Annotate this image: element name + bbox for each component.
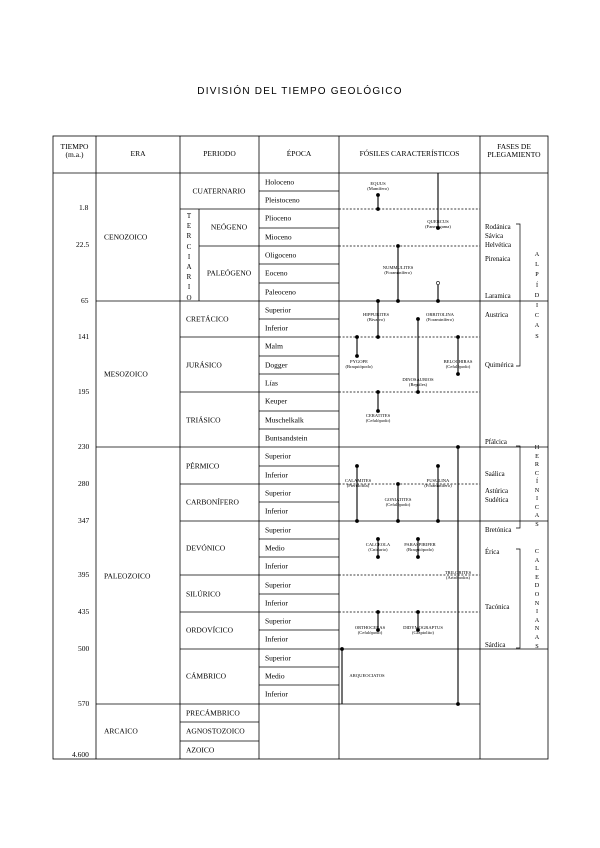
group-letter: N <box>534 486 540 494</box>
fossil-group: (Artrópodos) <box>445 575 470 581</box>
terciario-letter: E <box>186 222 192 231</box>
fossil-name: TRILOBITES <box>444 570 472 575</box>
fossil-name: PARASPIRIFER <box>404 542 436 547</box>
terciario-letter: A <box>186 263 192 272</box>
period-cretacico: CRETÁCICO <box>186 314 229 324</box>
group-letter: L <box>535 565 539 573</box>
group-letter: E <box>535 573 539 581</box>
fossil-group: (Cefalópodo) <box>365 418 391 424</box>
period-agnostozoico: AGNOSTOZOICO <box>186 726 245 736</box>
time-value: 280 <box>78 479 90 488</box>
fossil-name: ORBITOLINA <box>426 312 454 317</box>
header-era: ERA <box>130 149 146 158</box>
group-letter: C <box>534 469 540 477</box>
fossil-label <box>363 312 389 323</box>
fossil-group: (Bivalvo) <box>367 317 385 323</box>
phase-group-caledonianas <box>532 548 542 651</box>
group-letter: A <box>534 512 540 519</box>
fossil-label <box>425 219 451 230</box>
period-paleogeno: PALEÓGENO <box>206 268 252 278</box>
terciario-letter: O <box>186 293 192 302</box>
group-letter: O <box>534 590 540 598</box>
epoch: Holoceno <box>265 177 295 187</box>
group-letter: I <box>535 302 539 310</box>
epoch: Mioceno <box>265 232 292 242</box>
group-letter: S <box>535 642 539 650</box>
group-letter: H <box>534 444 540 451</box>
group-letter: A <box>534 616 540 624</box>
page-title: DIVISIÓN DEL TIEMPO GEOLÓGICO <box>197 86 403 97</box>
header-tiempo <box>53 143 96 159</box>
fossil-name: QUERCUS <box>427 219 449 224</box>
era-mesozoico: MESOZOICO <box>104 369 148 379</box>
period-azoico: AZOICO <box>186 745 215 755</box>
fossil-label <box>355 625 385 636</box>
epoch: Inferior <box>265 323 288 333</box>
terciario-letter: R <box>186 273 192 282</box>
era-arcaico: ARCAICO <box>104 726 138 736</box>
fossil-label <box>366 413 391 424</box>
fossil-group: (Cefalópodo) <box>357 630 383 636</box>
terciario-letter: R <box>186 232 192 241</box>
epoch: Superior <box>265 653 291 663</box>
phase-label: Saálica <box>485 471 505 478</box>
fossil-label <box>404 542 436 553</box>
epoch: Oligoceno <box>265 250 297 260</box>
group-letter: C <box>534 548 540 555</box>
header-fases <box>480 143 548 159</box>
epoch: Inferior <box>265 561 288 571</box>
epoch: Superior <box>265 451 291 461</box>
group-letter: N <box>534 625 540 633</box>
fossil-name: PYGOPE <box>350 359 368 364</box>
time-value: 65 <box>81 296 89 305</box>
epoch: Inferior <box>265 634 288 644</box>
fossil-group: (Braquiópodo) <box>406 547 434 553</box>
period-cuaternario: CUATERNARIO <box>192 186 246 196</box>
group-letter: Í <box>535 281 539 289</box>
epoch: Dogger <box>265 360 288 370</box>
header-periodo: PERIODO <box>203 149 236 158</box>
time-value: 395 <box>78 570 90 579</box>
group-letter: P <box>535 271 539 279</box>
epoch: Keuper <box>265 396 288 406</box>
group-letter: R <box>534 461 540 468</box>
group-letter: N <box>534 599 540 607</box>
fossil-group: (Foraminífero) <box>424 483 452 489</box>
epoch: Plioceno <box>265 213 292 223</box>
terciario-letter: C <box>186 242 192 251</box>
group-letter: D <box>534 291 540 299</box>
fossil-name: FUSULINA <box>426 478 450 483</box>
fossil-label <box>402 377 433 388</box>
phase-label: Rodánica <box>485 224 511 231</box>
period-terciario <box>184 211 194 303</box>
phase-label: Érica <box>485 549 500 556</box>
fossil-name: CALAMITES <box>344 478 372 483</box>
fossil-name: GONIATITES <box>384 497 412 502</box>
group-letter: L <box>535 261 539 269</box>
period-precambrico: PRECÁMBRICO <box>186 708 240 718</box>
phase-label: Tacónica <box>485 604 510 611</box>
group-letter: A <box>534 633 540 641</box>
fossil-label <box>426 312 454 323</box>
fossil-label <box>444 359 473 370</box>
period-ordovicico: ORDOVÍCICO <box>186 625 234 635</box>
fossil-name: CERATITES <box>365 413 391 418</box>
group-letter: S <box>535 520 539 528</box>
fossil-group: (Cefalópodo) <box>385 502 411 508</box>
phase-label: Sárdica <box>485 642 506 649</box>
fossil-label <box>366 542 391 553</box>
phase-label: Sudética <box>485 497 509 504</box>
group-letter: A <box>534 556 540 564</box>
group-letter: I <box>535 608 539 616</box>
fossil-group: (Cefalópodo) <box>445 364 471 370</box>
group-letter: D <box>534 582 540 590</box>
header-epoca: ÉPOCA <box>286 149 312 158</box>
fossil-group: (Pteridofita) <box>346 483 370 489</box>
group-letter: Í <box>535 478 539 485</box>
epoch: Superior <box>265 525 291 535</box>
phase-group-hercinicas <box>532 444 542 529</box>
period-devonico: DEVÓNICO <box>186 543 226 553</box>
fossil-name: BELOCHIRAS <box>443 359 473 364</box>
time-value: 230 <box>78 442 90 451</box>
phase-label: Helvética <box>485 242 512 249</box>
fossil-name: NUMMULITES <box>382 265 414 270</box>
epoch: Malm <box>265 341 283 351</box>
epoch: Muschelkalk <box>265 415 304 425</box>
epoch: Inferior <box>265 689 288 699</box>
epoch: Inferior <box>265 470 288 480</box>
fossil-label <box>424 478 451 489</box>
fossil-name: HIPPURITES <box>362 312 390 317</box>
epoch: Paleoceno <box>265 287 296 297</box>
time-value: 570 <box>78 699 90 708</box>
phase-label: Laramica <box>485 293 511 300</box>
time-value: 435 <box>78 607 90 616</box>
epoch: Superior <box>265 305 291 315</box>
period-permico: PÉRMICO <box>186 461 220 471</box>
fossil-group: (Graptolito) <box>412 630 434 636</box>
fossil-label <box>383 265 414 276</box>
epoch: Superior <box>265 580 291 590</box>
phase-label: Bretónica <box>485 527 512 534</box>
header-fosiles: FÓSILES CARACTERÍSTICOS <box>359 149 460 158</box>
fossil-label <box>367 181 388 192</box>
epoch: Medio <box>265 671 285 681</box>
fossil-name: DIDYMOGRAPTUS <box>403 625 443 630</box>
epoch: Inferior <box>265 506 288 516</box>
time-value: 500 <box>78 644 90 653</box>
epoch: Lías <box>265 378 278 388</box>
group-letter: C <box>534 312 540 320</box>
fossil-label <box>349 673 384 678</box>
period-neogeno: NEÓGENO <box>210 222 248 232</box>
fossil-group: (Cnidario) <box>368 547 388 553</box>
group-letter: S <box>535 332 539 340</box>
time-value: 4.600 <box>72 750 89 759</box>
fossil-label <box>385 497 412 508</box>
fossil-label <box>345 478 371 489</box>
fossil-group: (Braquiópodo) <box>345 364 373 370</box>
time-value: 141 <box>78 332 90 341</box>
group-letter: E <box>535 452 539 460</box>
fossil-name: CALCEOLA <box>365 542 391 547</box>
phase-label: Austrica <box>485 312 509 319</box>
time-value: 22.5 <box>76 240 90 249</box>
epoch: Inferior <box>265 598 288 608</box>
time-value: 347 <box>78 516 90 525</box>
terciario-letter: T <box>186 212 192 220</box>
phase-label: Quimérica <box>485 362 514 369</box>
epoch: Eoceno <box>265 268 288 278</box>
phase-label: Pirenaica <box>485 256 511 263</box>
fossil-group: (Fanerógama) <box>425 224 451 230</box>
fossil-label <box>345 359 372 370</box>
fossil-name: EQUUS <box>370 181 386 186</box>
phase-label: Astúrica <box>485 488 509 495</box>
period-triasico: TRIÁSICO <box>186 415 221 425</box>
epoch: Medio <box>265 543 285 553</box>
phase-label: Sávica <box>485 233 504 240</box>
header-tiempo-label: TIEMPO <box>60 142 89 151</box>
group-letter: A <box>534 322 540 330</box>
group-letter: A <box>534 251 540 258</box>
fossil-name: DINOSAURIOS <box>402 377 434 382</box>
epoch: Buntsandstein <box>265 433 308 443</box>
period-carbonifero: CARBONÍFERO <box>186 497 239 507</box>
era-paleozoico: PALEOZOICO <box>104 571 151 581</box>
terciario-letter: I <box>187 252 191 261</box>
fossil-label <box>403 625 443 636</box>
time-value: 1.8 <box>79 203 89 212</box>
fossil-name: ARQUEOCIATOS <box>349 673 385 678</box>
group-letter: I <box>535 495 539 502</box>
epoch: Pleistoceno <box>265 195 300 205</box>
fossil-label <box>445 570 471 581</box>
era-cenozoico: CENOZOICO <box>104 232 148 242</box>
phase-group-alpidicas <box>532 250 542 342</box>
fossil-name: ORTHOCERAS <box>354 625 386 630</box>
epoch: Superior <box>265 488 291 498</box>
period-silurico: SILÚRICO <box>186 589 221 599</box>
header-tiempo-unit: (m.a.) <box>65 150 84 159</box>
period-jurasico: JURÁSICO <box>186 360 222 370</box>
header-fases-label: FASES DE <box>497 142 531 151</box>
fossil-group: (Mamífero) <box>367 186 389 192</box>
fossil-group: (Reptiles) <box>408 382 428 388</box>
terciario-letter: I <box>187 283 191 292</box>
phase-label: Pfálcica <box>485 439 507 446</box>
header-fases-label-2: PLEGAMIENTO <box>487 150 541 159</box>
time-value: 195 <box>78 387 90 396</box>
group-letter: C <box>534 503 540 511</box>
period-cambrico: CÁMBRICO <box>186 671 227 681</box>
fossil-group: (Foraminífero) <box>426 317 454 323</box>
fossil-group: (Foraminífero) <box>384 270 412 276</box>
epoch: Superior <box>265 616 291 626</box>
